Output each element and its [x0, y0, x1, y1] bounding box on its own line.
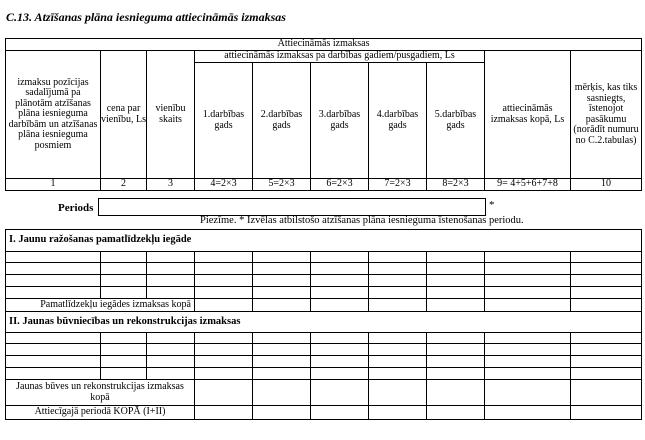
table-cell[interactable] [369, 263, 427, 275]
section-2-title: II. Jaunas būvniecības un rekonstrukcijas izmaksas [6, 312, 642, 333]
table-cell[interactable] [311, 368, 369, 380]
table-cell[interactable] [427, 368, 485, 380]
header-year-3: 3.darbības gads [311, 63, 369, 179]
table-cell[interactable] [369, 287, 427, 299]
header-subgroup: attiecināmās izmaksas pa darbības gadiem/pusgadiem, Ls [195, 51, 485, 63]
table-cell[interactable] [195, 333, 253, 344]
table-cell[interactable] [369, 344, 427, 356]
table-cell[interactable] [311, 263, 369, 275]
table-cell[interactable] [485, 263, 571, 275]
table-cell[interactable] [101, 252, 147, 263]
table-cell[interactable] [6, 275, 101, 287]
table-cell[interactable] [101, 263, 147, 275]
table-cell[interactable] [427, 333, 485, 344]
period-note: Piezīme. * Izvēlas atbilstošo atzīšanas plāna iesnieguma īstenošanas periodu. [200, 215, 524, 226]
table-cell[interactable] [485, 252, 571, 263]
table-cell[interactable] [311, 287, 369, 299]
table-cell[interactable] [253, 356, 311, 368]
table-cell[interactable] [253, 368, 311, 380]
table-cell[interactable] [253, 344, 311, 356]
section-1-title: I. Jaunu ražošanas pamatlīdzekļu iegāde [6, 230, 642, 252]
table-cell[interactable] [6, 252, 101, 263]
table-cell[interactable] [485, 344, 571, 356]
table-cell[interactable] [101, 275, 147, 287]
header-col-10: mērķis, kas tiks sasniegts, īstenojot pasākumu (norādīt numuru no C.2.tabulas) [571, 51, 642, 179]
table-cell[interactable] [101, 344, 147, 356]
section-1-total-label: Pamatlīdzekļu iegādes izmaksas kopā [6, 299, 195, 312]
table-row [6, 344, 642, 356]
table-cell[interactable] [253, 252, 311, 263]
table-cell[interactable] [311, 275, 369, 287]
table-cell[interactable] [6, 333, 101, 344]
table-cell[interactable] [101, 287, 147, 299]
header-year-5: 5.darbības gads [427, 63, 485, 179]
period-label: Periods [58, 202, 94, 214]
table-row [6, 368, 642, 380]
table-cell[interactable] [571, 333, 642, 344]
table-cell[interactable] [485, 275, 571, 287]
header-col-2: cena par vienību, Ls [101, 51, 147, 179]
table-cell[interactable] [6, 344, 101, 356]
table-row [6, 252, 642, 263]
table-cell[interactable] [311, 356, 369, 368]
table-cell[interactable] [253, 287, 311, 299]
table-cell[interactable] [101, 368, 147, 380]
table-cell[interactable] [427, 356, 485, 368]
header-year-2: 2.darbības gads [253, 63, 311, 179]
table-cell[interactable] [427, 287, 485, 299]
table-cell[interactable] [147, 333, 195, 344]
table-cell[interactable] [147, 344, 195, 356]
table-cell[interactable] [147, 368, 195, 380]
table-cell[interactable] [253, 275, 311, 287]
table-cell[interactable] [571, 252, 642, 263]
table-cell[interactable] [147, 356, 195, 368]
table-cell[interactable] [571, 263, 642, 275]
table-cell[interactable] [253, 333, 311, 344]
col-number: 8=2×3 [427, 179, 485, 191]
table-cell[interactable] [571, 275, 642, 287]
col-number: 1 [6, 179, 101, 191]
table-cell[interactable] [195, 287, 253, 299]
table-cell[interactable] [485, 333, 571, 344]
col-number: 4=2×3 [195, 179, 253, 191]
table-cell[interactable] [571, 356, 642, 368]
col-number: 6=2×3 [311, 179, 369, 191]
grand-total-row [6, 406, 642, 420]
costs-header-table [5, 38, 642, 191]
table-cell[interactable] [571, 368, 642, 380]
section-2-total-row [6, 380, 642, 406]
table-row [6, 263, 642, 275]
table-cell[interactable] [369, 252, 427, 263]
table-cell[interactable] [195, 275, 253, 287]
table-cell[interactable] [427, 252, 485, 263]
header-col-1: izmaksu pozīcijas sadalījumā pa plānotām atzīšanas plāna iesnieguma darbībām un atzīšanas plāna iesnieguma posmiem [6, 51, 101, 179]
table-row [6, 275, 642, 287]
table-cell[interactable] [101, 356, 147, 368]
header-col-9: attiecināmās izmaksas kopā, Ls [485, 51, 571, 179]
section-2-total-label: Jaunas būves un rekonstrukcijas izmaksas kopā [6, 380, 195, 406]
table-cell[interactable] [485, 368, 571, 380]
table-cell[interactable] [311, 252, 369, 263]
table-cell[interactable] [195, 263, 253, 275]
header-col-3: vienību skaits [147, 51, 195, 179]
costs-body-table [5, 229, 642, 420]
col-number: 9= 4+5+6+7+8 [485, 179, 571, 191]
table-cell[interactable] [6, 263, 101, 275]
table-cell[interactable] [6, 287, 101, 299]
table-cell[interactable] [147, 287, 195, 299]
grand-total-label: Attiecīgajā periodā KOPĀ (I+II) [6, 406, 195, 420]
table-cell[interactable] [485, 287, 571, 299]
col-number: 3 [147, 179, 195, 191]
table-cell[interactable] [311, 344, 369, 356]
period-input[interactable] [98, 198, 486, 216]
table-cell[interactable] [6, 356, 101, 368]
table-cell[interactable] [427, 263, 485, 275]
col-number: 10 [571, 179, 642, 191]
table-cell[interactable] [195, 252, 253, 263]
table-cell[interactable] [571, 344, 642, 356]
table-cell[interactable] [311, 333, 369, 344]
table-cell[interactable] [369, 356, 427, 368]
table-cell[interactable] [6, 368, 101, 380]
header-year-1: 1.darbības gads [195, 63, 253, 179]
table-cell[interactable] [101, 333, 147, 344]
col-number: 7=2×3 [369, 179, 427, 191]
header-year-4: 4.darbības gads [369, 63, 427, 179]
table-cell[interactable] [195, 356, 253, 368]
table-cell[interactable] [571, 287, 642, 299]
table-row [6, 356, 642, 368]
table-cell[interactable] [147, 252, 195, 263]
table-row [6, 287, 642, 299]
col-number: 5=2×3 [253, 179, 311, 191]
section-1-total-row [6, 299, 642, 312]
table-cell[interactable] [485, 356, 571, 368]
table-cell[interactable] [369, 275, 427, 287]
table-cell[interactable] [195, 368, 253, 380]
table-cell[interactable] [369, 333, 427, 344]
header-group: Attiecināmās izmaksas [6, 39, 642, 51]
table-cell[interactable] [147, 275, 195, 287]
table-cell[interactable] [369, 368, 427, 380]
table-cell[interactable] [195, 344, 253, 356]
page-title: C.13. Atzīšanas plāna iesnieguma attiecināmās izmaksas [6, 10, 286, 24]
col-number: 2 [101, 179, 147, 191]
table-cell[interactable] [253, 263, 311, 275]
table-cell[interactable] [147, 263, 195, 275]
period-asterisk: * [489, 199, 495, 211]
table-row [6, 333, 642, 344]
table-cell[interactable] [427, 344, 485, 356]
table-cell[interactable] [427, 275, 485, 287]
